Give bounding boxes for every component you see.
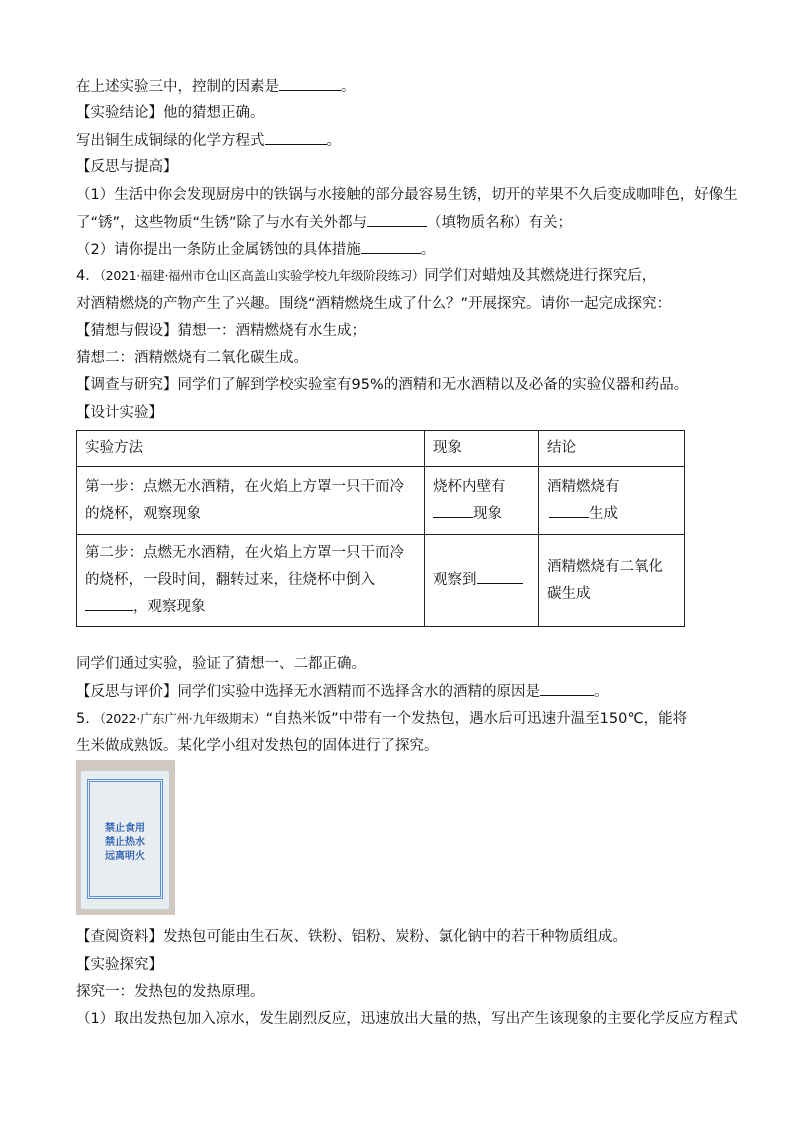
text-line: 【调查与研究】同学们了解到学校实验室有95%的酒精和无水酒精以及必备的实验仪器和药品。	[76, 377, 689, 393]
pack-label: 远离明火	[105, 851, 145, 862]
text-line: 【反思与评价】同学们实验中选择无水酒精而不选择含水的酒精的原因是 。	[76, 681, 718, 702]
text-line: 了“锈”，这些物质“生锈”除了与水有关外都与 （填物质名称）有关；	[76, 212, 718, 233]
table-cell: 酒精燃烧有二氧化碳生成	[539, 535, 685, 627]
table-header: 结论	[539, 431, 685, 467]
table-cell: 烧杯内壁有 现象	[425, 467, 539, 535]
question-source: （2021·福建·福州市仓山区高盖山实验学校九年级阶段练习）	[99, 268, 425, 283]
answer-blank	[477, 569, 523, 584]
text-line: （1）取出发热包加入凉水，发生剧烈反应，迅速放出大量的热，写出产生该现象的主要化学反应方程式	[76, 1011, 738, 1027]
answer-blank	[367, 212, 427, 227]
text-line: 同学们通过实验，验证了猜想一、二都正确。	[76, 656, 366, 672]
heating-pack	[80, 770, 170, 910]
text-line: 生米做成熟饭。某化学小组对发热包的固体进行了探究。	[76, 738, 439, 754]
pack-label: 禁止热水	[105, 837, 145, 848]
table-header-row	[77, 431, 685, 467]
question-5: 5．（2022·广东广州·九年级期末）“自热米饭”中带有一个发热包，遇水后可迅速升温至150℃，能将	[76, 711, 688, 727]
text-line: 探究一：发热包的发热原理。	[76, 984, 265, 1000]
heating-pack-photo	[76, 760, 175, 915]
text-line: （2）请你提出一条防止金属锈蚀的具体措施 。	[76, 239, 718, 260]
answer-blank	[361, 239, 421, 254]
table-cell: 观察到	[425, 535, 539, 627]
question-source: （2022·广东广州·九年级期末）	[99, 711, 266, 726]
text-line: （1）生活中你会发现厨房中的铁锅与水接触的部分最容易生锈，切开的苹果不久后变成咖啡色，好像生	[76, 187, 738, 203]
text-line: 对酒精燃烧的产物产生了兴趣。围绕“酒精燃烧生成了什么？”开展探究。请你一起完成探究：	[76, 296, 672, 312]
section-heading: 【设计实验】	[76, 405, 163, 421]
table-cell: 第一步：点燃无水酒精，在火焰上方罩一只干而冷的烧杯，观察现象	[77, 467, 425, 535]
section-heading: 【反思与提高】	[76, 159, 178, 175]
table-cell: 酒精燃烧有 生成	[539, 467, 685, 535]
pack-label: 禁止食用	[105, 823, 145, 834]
answer-blank	[549, 503, 589, 518]
answer-blank	[279, 76, 341, 91]
text-line: 【实验结论】他的猜想正确。	[76, 105, 265, 121]
text-line: 猜想二：酒精燃烧有二氧化碳生成。	[76, 350, 308, 366]
table-cell: 第二步：点燃无水酒精，在火焰上方罩一只干而冷的烧杯，一段时间，翻转过来，往烧杯中倒入，观察现象	[77, 535, 425, 627]
table-header: 实验方法	[77, 431, 425, 467]
text-line: 【查阅资料】发热包可能由生石灰、铁粉、铝粉、炭粉、氯化钠中的若干种物质组成。	[76, 929, 627, 945]
answer-blank	[433, 503, 473, 518]
text-line: 【猜想与假设】猜想一：酒精燃烧有水生成；	[76, 323, 366, 339]
table-header: 现象	[425, 431, 539, 467]
answer-blank	[265, 130, 327, 145]
text-line: 在上述实验三中，控制的因素是 。	[76, 76, 718, 97]
answer-blank	[540, 681, 594, 696]
text-line: 写出铜生成铜绿的化学方程式 。	[76, 130, 718, 151]
section-heading: 【实验探究】	[76, 957, 163, 973]
table-row	[77, 535, 685, 627]
experiment-table	[76, 430, 685, 627]
table-row	[77, 467, 685, 535]
answer-blank	[85, 596, 133, 611]
question-4: 4．（2021·福建·福州市仓山区高盖山实验学校九年级阶段练习）同学们对蜡烛及其燃烧进行探究后，	[76, 268, 657, 284]
